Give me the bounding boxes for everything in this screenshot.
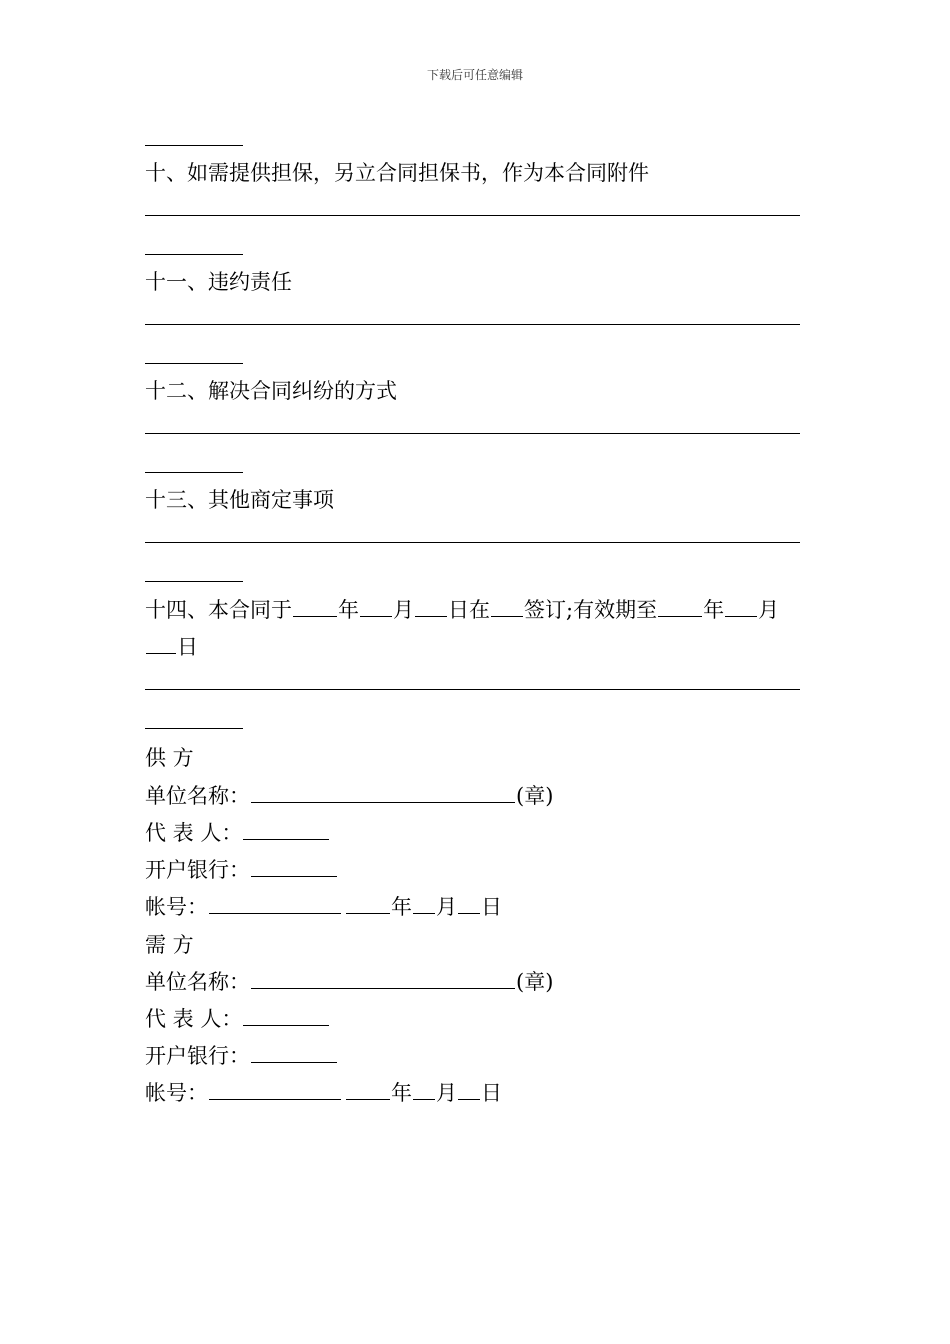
buyer-account (145, 1079, 502, 1106)
supplier-representative (145, 819, 330, 846)
blank-field (360, 596, 392, 617)
unit-name-label: 单位名称： (145, 784, 250, 808)
blank-line (145, 215, 800, 216)
month-label: 月 (436, 895, 457, 919)
unit-name-label: 单位名称： (145, 970, 250, 994)
blank-field (725, 596, 757, 617)
day-blank (458, 893, 480, 914)
year-blank (346, 1079, 390, 1100)
blank-line (145, 145, 243, 146)
buyer-heading: 需 方 (145, 933, 194, 957)
clause-10: 十、如需提供担保，另立合同担保书，作为本合同附件 (145, 161, 649, 185)
month-label: 月 (393, 598, 414, 622)
representative-blank (243, 819, 329, 840)
account-blank (209, 1079, 341, 1100)
bank-label: 开户银行： (145, 1044, 250, 1068)
blank-field (415, 596, 447, 617)
blank-line (145, 728, 243, 729)
blank-line (145, 472, 243, 473)
buyer-unit-name (145, 968, 553, 995)
unit-name-blank (251, 968, 515, 989)
blank-line (145, 254, 243, 255)
clause-13: 十三、其他商定事项 (145, 488, 334, 512)
representative-label: 代 表 人： (145, 821, 243, 845)
year-label: 年 (338, 598, 359, 622)
account-label: 帐号： (145, 1081, 208, 1105)
month-label: 月 (436, 1081, 457, 1105)
day-blank (458, 1079, 480, 1100)
supplier-bank (145, 856, 338, 883)
blank-line (145, 689, 800, 690)
blank-field (293, 596, 337, 617)
blank-line (145, 363, 243, 364)
day-label: 日 (481, 1081, 502, 1105)
blank-line (145, 433, 800, 434)
year-label: 年 (391, 1081, 412, 1105)
day-label: 日 (481, 895, 502, 919)
supplier-unit-name (145, 782, 553, 809)
supplier-account (145, 893, 502, 920)
supplier-heading: 供 方 (145, 746, 194, 770)
day-label: 日在 (448, 598, 490, 622)
clause-11: 十一、违约责任 (145, 270, 292, 294)
seal-label: (章) (516, 970, 554, 994)
buyer-bank (145, 1042, 338, 1069)
page-header: 下载后可任意编辑 (426, 68, 523, 82)
clause-14-prefix: 十四、本合同于 (145, 598, 292, 622)
clause-14 (145, 596, 779, 623)
blank-line (145, 581, 243, 582)
blank-field (658, 596, 702, 617)
bank-blank (251, 1042, 337, 1063)
unit-name-blank (251, 782, 515, 803)
account-label: 帐号： (145, 895, 208, 919)
year-blank (346, 893, 390, 914)
month-blank (413, 893, 435, 914)
account-blank (209, 893, 341, 914)
seal-label: (章) (516, 784, 554, 808)
representative-blank (243, 1005, 329, 1026)
year-label: 年 (391, 895, 412, 919)
blank-field (491, 596, 523, 617)
bank-label: 开户银行： (145, 858, 250, 882)
year-label: 年 (703, 598, 725, 622)
blank-line (145, 324, 800, 325)
blank-field (146, 633, 176, 654)
signed-label: 签订;有效期至 (524, 598, 658, 622)
month-blank (413, 1079, 435, 1100)
clause-14-cont (145, 633, 198, 660)
bank-blank (251, 856, 337, 877)
month-label: 月 (758, 598, 780, 622)
representative-label: 代 表 人： (145, 1007, 243, 1031)
clause-12: 十二、解决合同纠纷的方式 (145, 379, 397, 403)
buyer-representative (145, 1005, 330, 1032)
day-label: 日 (177, 635, 198, 659)
blank-line (145, 542, 800, 543)
